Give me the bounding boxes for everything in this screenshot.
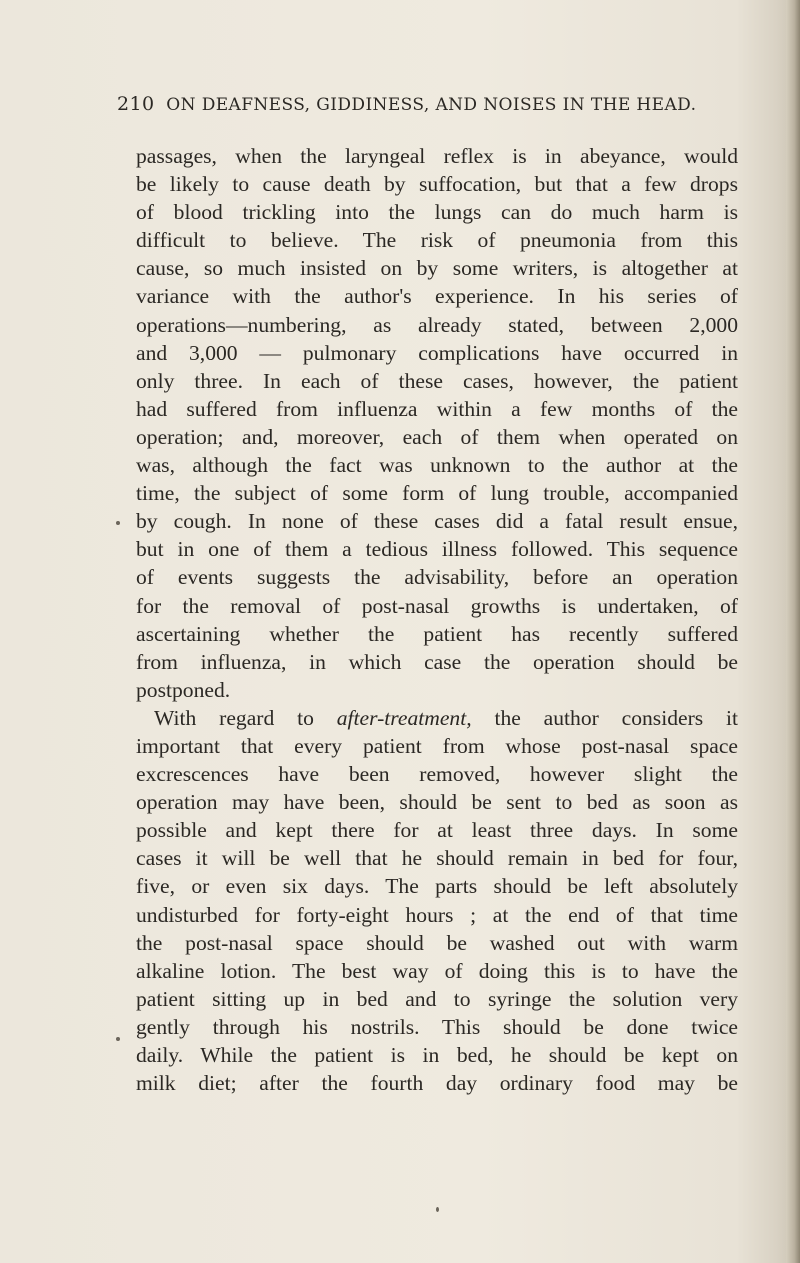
text-line: cause, so much insisted on by some writers, is altogether at (136, 256, 738, 281)
text-line: operation may have been, should be sent to bed as soon as (136, 790, 738, 815)
text-line: be likely to cause death by suffocation, but that a few drops (136, 172, 738, 197)
text-line: cases it will be well that he should remain in bed for four, (136, 846, 738, 871)
text-line: excrescences have been removed, however slight the (136, 762, 738, 787)
margin-mark (116, 1037, 120, 1041)
text-line: undisturbed for forty-eight hours ; at the end of that time (136, 902, 738, 927)
text-line: variance with the author's experience. In his series of (136, 284, 738, 309)
text-line (136, 704, 738, 732)
text-run: the author considers it (471, 705, 738, 730)
page-number: 210 (117, 93, 155, 115)
text-line: important that every patient from whose post-nasal space (136, 733, 738, 758)
text-line: daily. While the patient is in bed, he should be kept on (136, 1043, 738, 1067)
text-line: possible and kept there for at least three days. In some (136, 818, 738, 843)
text-line: from influenza, in which case the operation should be (136, 649, 738, 674)
text-line: time, the subject of some form of lung trouble, accompanied (136, 481, 738, 506)
text-line: and 3,000 — pulmonary complications have occurred in (136, 340, 738, 365)
text-line: of events suggests the advisability, before an operation (136, 565, 738, 590)
text-line: five, or even six days. The parts should be left absolutely (136, 874, 738, 899)
text-line: had suffered from influenza within a few months of the (136, 396, 738, 421)
text-line: for the removal of post-nasal growths is undertaken, of (136, 593, 738, 618)
text-line: was, although the fact was unknown to the author at the (136, 453, 738, 478)
text-line: ascertaining whether the patient has recently suffered (136, 621, 738, 646)
page-edge (786, 0, 800, 1263)
text-line: operations—numbering, as already stated, between 2,000 (136, 312, 738, 337)
text-line: by cough. In none of these cases did a fatal result ensue, (136, 509, 738, 534)
margin-mark (116, 521, 120, 525)
text-line: operation; and, moreover, each of them when operated on (136, 424, 738, 449)
text-line: milk diet; after the fourth day ordinary food may be (136, 1071, 738, 1096)
text-line: alkaline lotion. The best way of doing this is to have the (136, 958, 738, 983)
text-line: difficult to believe. The risk of pneumonia from this (136, 228, 738, 253)
body-text (136, 142, 738, 1097)
running-title: ON DEAFNESS, GIDDINESS, AND NOISES IN THE HEAD. (166, 95, 697, 115)
text-line: postponed. (136, 677, 231, 702)
italic-term: after-treatment, (336, 705, 472, 730)
text-line: only three. In each of these cases, however, the patient (136, 368, 738, 393)
text-run: With regard to (154, 705, 337, 730)
text-line: patient sitting up in bed and to syringe the solution very (136, 986, 738, 1011)
stray-mark (436, 1207, 439, 1212)
text-line: of blood trickling into the lungs can do much harm is (136, 200, 738, 225)
text-line: the post-nasal space should be washed out with warm (136, 930, 738, 955)
running-header (117, 93, 696, 115)
text-line: passages, when the laryngeal reflex is in abeyance, would (136, 144, 738, 168)
text-line: but in one of them a tedious illness followed. This sequence (136, 537, 738, 562)
text-line: gently through his nostrils. This should be done twice (136, 1014, 738, 1039)
